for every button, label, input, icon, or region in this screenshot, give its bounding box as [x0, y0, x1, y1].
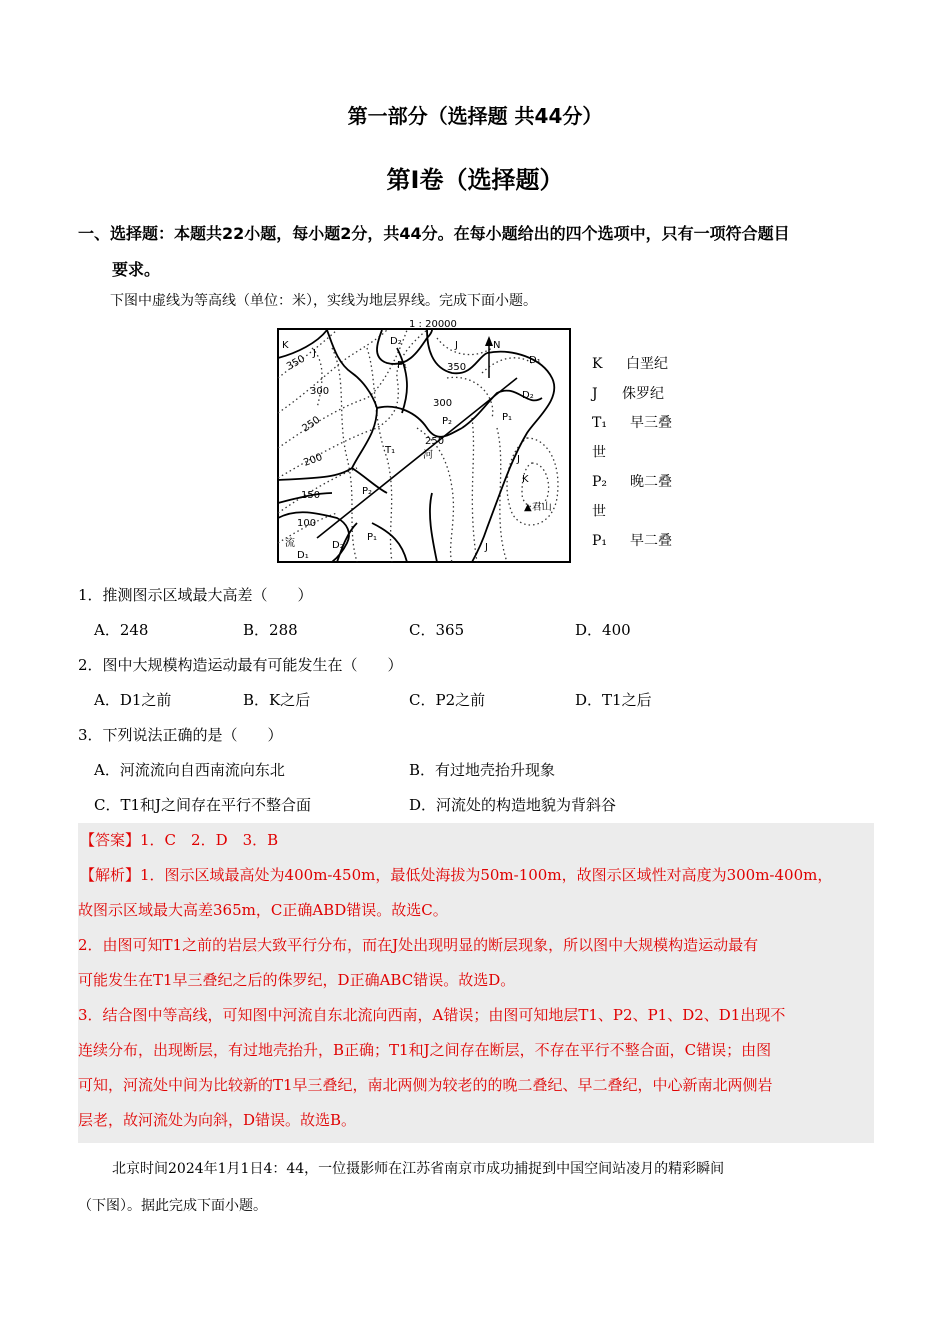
legend-item: T₁ 早三叠	[592, 415, 672, 431]
question-1-stem: 1．推测图示区域最大高差（ ）	[78, 586, 313, 604]
q2-option-a: A．D1之前	[94, 691, 172, 709]
label-t1: T₁	[385, 445, 396, 456]
label-p1: P₁	[397, 360, 408, 371]
analysis-line-3: 2．由图可知T1之前的岩层大致平行分布，而在J处出现明显的断层现象，所以图中大规模构造运动最有	[78, 936, 759, 954]
label-d1: D₁	[297, 550, 309, 561]
legend-item: P₂ 晚二叠	[592, 474, 672, 490]
label-river: 流	[285, 538, 295, 549]
label-p2: P₂	[362, 486, 373, 497]
label-d2: D₂	[390, 336, 402, 347]
label-j: J	[455, 340, 458, 351]
label-k: K	[522, 474, 529, 485]
q2-option-c: C．P2之前	[409, 691, 486, 709]
contour-label: 200	[302, 451, 324, 469]
q1-option-a: A．248	[94, 621, 149, 639]
analysis-line-8: 层老，故河流处为向斜，D错误。故选B。	[78, 1111, 357, 1129]
label-river: 河	[423, 450, 433, 461]
label-d2: D₂	[332, 540, 344, 551]
q3-option-d: D．河流处的构造地貌为背斜谷	[409, 796, 617, 814]
analysis-line-7: 可知，河流处中间为比较新的T1早三叠纪，南北两侧为较老的的晚二叠纪、早二叠纪，中心新南北两侧岩	[78, 1076, 773, 1094]
analysis-label: 【解析】	[80, 866, 141, 884]
q2-option-d: D．T1之后	[575, 691, 652, 709]
contour-label: 350	[285, 353, 308, 373]
label-j: J	[313, 348, 316, 359]
legend-item: 世	[592, 444, 606, 461]
q3-option-a: A．河流流向自西南流向东北	[94, 761, 285, 779]
legend-item: 世	[592, 503, 606, 520]
svg-text:N: N	[493, 340, 501, 351]
q1-option-d: D．400	[575, 621, 631, 639]
legend-item: J 侏罗纪	[592, 385, 664, 402]
analysis-line-6: 连续分布，出现断层，有过地壳抬升，B正确；T1和J之间存在断层，不存在平行不整合面，C错误；由图	[78, 1041, 772, 1059]
q3-option-b: B．有过地壳抬升现象	[409, 761, 556, 779]
contour-label: 150	[301, 490, 321, 501]
answer-label: 【答案】	[80, 831, 141, 849]
contour-label: 250	[425, 436, 445, 447]
q1-option-b: B．288	[243, 621, 298, 639]
analysis-line-2: 故图示区域最大高差365m，C正确ABD错误。故选C。	[78, 901, 448, 919]
next-intro-line-1: 北京时间2024年1月1日4：44，一位摄影师在江苏省南京市成功捕捉到中国空间站凌月的精彩瞬间	[112, 1161, 725, 1177]
contour-label: 250	[300, 414, 323, 435]
contour-label: 300	[433, 398, 453, 409]
label-mountain: ▲君山	[524, 502, 552, 513]
analysis-line-1: 【解析】1．图示区域最高处为400m-450m，最低处海拔为50m-100m，故图示区域性对高度为300m-400m，	[80, 866, 833, 884]
label-p1: P₁	[502, 412, 513, 423]
q1-option-c: C．365	[409, 621, 465, 639]
geologic-map	[277, 318, 573, 566]
question-3-stem: 3．下列说法正确的是（ ）	[78, 726, 283, 744]
q2-option-b: B．K之后	[243, 691, 311, 709]
label-p2: P₂	[442, 416, 453, 427]
answer-box	[78, 823, 874, 1143]
question-2-stem: 2．图中大规模构造运动最有可能发生在（ ）	[78, 656, 403, 674]
answer-line	[78, 823, 874, 858]
contour-label: 350	[447, 362, 467, 373]
label-j: J	[485, 542, 488, 553]
label-d1: D₁	[529, 355, 541, 366]
map-frame	[278, 329, 570, 562]
answer-text: 1．C 2．D 3．B	[140, 831, 279, 849]
map-intro: 下图中虚线为等高线（单位：米），实线为地层界线。完成下面小题。	[110, 293, 537, 309]
section-line-2: 要求。	[112, 260, 161, 279]
section-line-1: 一、选择题：本题共22小题，每小题2分，共44分。在每小题给出的四个选项中，只有一项符合题目	[78, 224, 790, 243]
part-title: 第一部分（选择题 共44分）	[347, 104, 603, 128]
legend-item: K 白垩纪	[592, 356, 668, 372]
label-p1: P₁	[367, 532, 378, 543]
legend-item: P₁ 早二叠	[592, 533, 672, 549]
next-intro-line-2: （下图）。据此完成下面小题。	[78, 1198, 267, 1214]
analysis-line-5: 3．结合图中等高线，可知图中河流自东北流向西南，A错误；由图可知地层T1、P2、P1、D2、D1出现不	[78, 1006, 786, 1024]
section-instructions	[78, 216, 878, 288]
label-k: K	[282, 340, 289, 351]
contour-label: 300	[310, 386, 330, 397]
contour-label: 100	[297, 518, 317, 529]
volume-title: 第Ⅰ卷（选择题）	[386, 166, 564, 194]
label-d2: D₂	[522, 390, 534, 401]
label-j: J	[517, 454, 520, 465]
map-scale: 1 : 20000	[409, 319, 457, 330]
analysis-line-4: 可能发生在T1早三叠纪之后的侏罗纪，D正确ABC错误。故选D。	[78, 971, 516, 989]
map-legend	[592, 350, 672, 557]
q3-option-c: C．T1和J之间存在平行不整合面	[94, 796, 312, 814]
